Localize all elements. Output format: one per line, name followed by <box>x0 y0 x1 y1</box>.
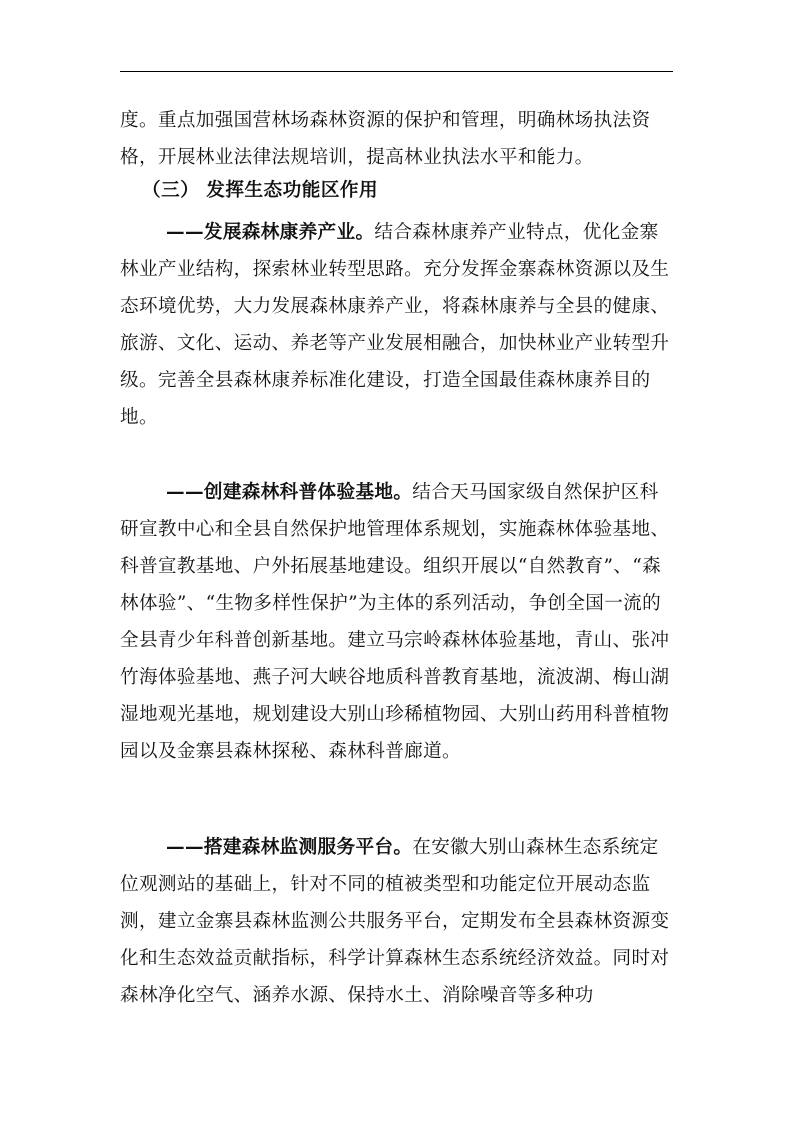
section-heading: （三） 发挥生态功能区作用 <box>142 180 379 201</box>
paragraph-science-base <box>120 474 673 770</box>
paragraph-body: 结合天马国家级自然保护区科研宣教中心和全县自然保护地管理体系规划，实施森林体验基地、科普宣教基地、户外拓展基地建设。组织开展以“自然教育”、“森林体验”、“生物多样性保护”为主体的系列活动，争创全国一流的全县青少年科普创新基地。建立马宗岭森林体验基地，青山、张冲竹海体验基地、燕子河大峡谷地质科普教育基地，流波湖、梅山湖湿地观光基地，规划建设大别山珍稀植物园、大别山药用科普植物园以及金寨县森林探秘、森林科普廊道。 <box>120 482 670 762</box>
paragraph-body: 结合森林康养产业特点，优化金寨林业产业结构，探索林业转型思路。充分发挥金寨森林资源以及生态环境优势，大力发展森林康养产业，将森林康养与全县的健康、旅游、文化、运动、养老等产业发展相融合，加快林业产业转型升级。完善全县森林康养标准化建设，打造全国最佳森林康养目的地。 <box>120 222 670 428</box>
paragraph-body: 在安徽大别山森林生态系统定位观测站的基础上，针对不同的植被类型和功能定位开展动态监测，建立金寨县森林监测公共服务平台，定期发布全县森林资源变化和生态效益贡献指标，科学计算森林生态系统经济效益。同时对森林净化空气、涵养水源、保持水土、消除噪音等多种功 <box>120 837 670 1006</box>
continuation-paragraph: 度。重点加强国营林场森林资源的保护和管理，明确林场执法资格，开展林业法律法规培训，提高林业执法水平和能力。 <box>120 110 651 168</box>
paragraph-monitoring-platform <box>120 829 673 1014</box>
paragraph-forest-wellness <box>120 214 673 436</box>
header-rule <box>120 71 673 72</box>
paragraph-lead: ——创建森林科普体验基地。 <box>166 482 413 503</box>
paragraph-lead: ——搭建森林监测服务平台。 <box>166 837 413 858</box>
paragraph-lead: ——发展森林康养产业。 <box>166 222 375 243</box>
